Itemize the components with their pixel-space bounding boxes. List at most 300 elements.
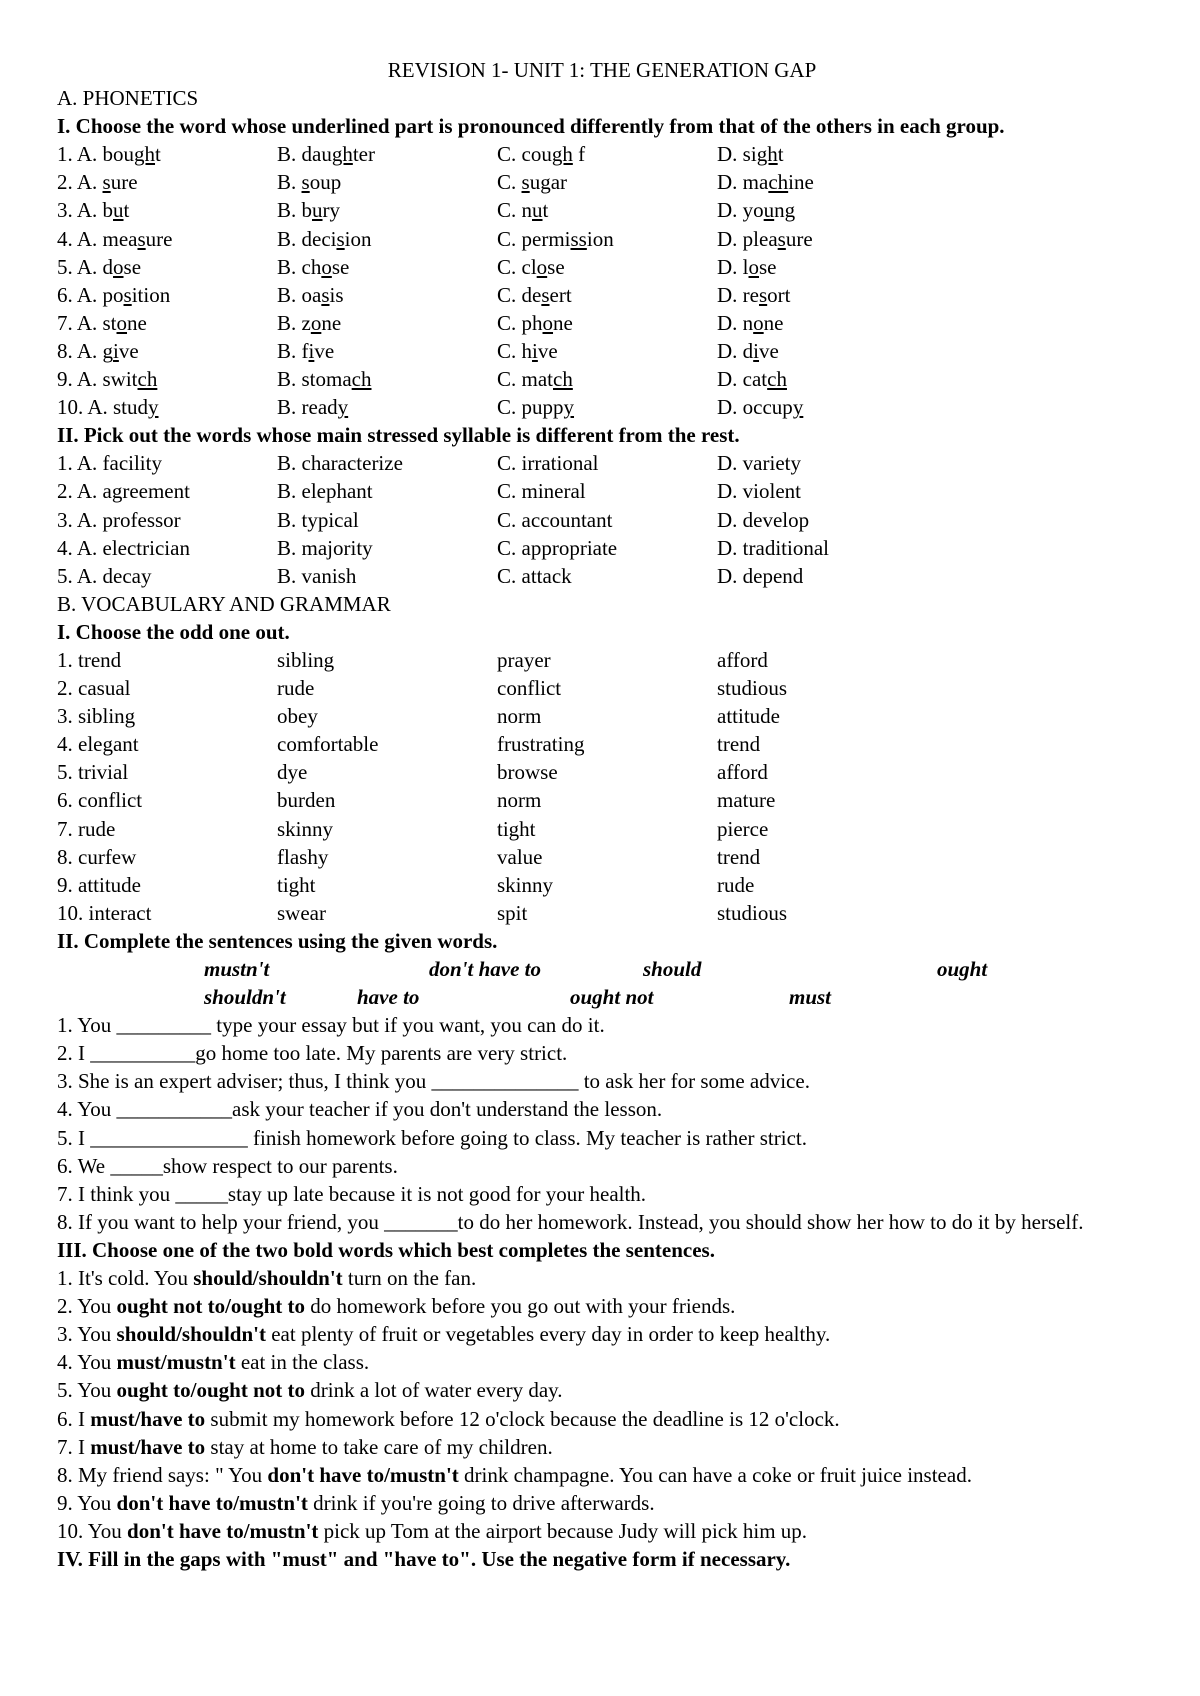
sentence-text: 4. You [57,1350,117,1375]
bold-choice: must/have to [90,1406,206,1431]
option-text: C. mat [497,367,553,392]
option-text: ure [110,170,138,195]
option-cell: D. variety [717,451,801,476]
underlined-sound: s [758,282,768,307]
option-cell: tight [497,816,536,841]
odd-one-out-row [57,843,1147,871]
sentence-text: drink champagne. You can have a coke or fruit juice instead. [458,1462,972,1487]
section-b-part2-instruction: II. Complete the sentences using the given words. [57,928,498,953]
option-cell [57,365,157,393]
pronunciation-row [57,253,1147,281]
option-text: 10. A. stud [57,395,149,420]
option-cell: frustrating [497,732,585,757]
option-text: 8. A. g [57,338,114,363]
option-cell: D. traditional [717,535,829,560]
option-text: B. [277,170,302,195]
stress-row [57,449,1147,477]
underlined-sound: i [753,338,760,363]
sentence-item [57,1376,1147,1404]
sentence-item [57,1433,1147,1461]
option-cell: attitude [717,704,780,729]
sentence-text: 5. You [57,1378,117,1403]
option-cell [277,337,334,365]
underlined-sound: o [748,254,759,279]
pronunciation-row [57,281,1147,309]
underlined-sound: s [137,226,146,251]
bold-choice-sentences-list [57,1264,1147,1545]
sentence-item: 6. We _____show respect to our parents. [57,1153,398,1178]
option-cell: trend [717,844,761,869]
underlined-sound: y [792,395,804,420]
option-cell [497,393,574,421]
odd-one-out-row [57,702,1147,730]
section-b-part4-instruction: IV. Fill in the gaps with "must" and "have to". Use the negative form if necessary. [57,1546,791,1571]
option-text: ugar [529,170,568,195]
option-text: ure [145,226,173,251]
phonetics-pronunciation-list [57,140,1147,421]
option-text: C. permi [497,226,571,251]
sentence-item: 8. If you want to help your friend, you _______to do her homework. Instead, you should show her how to do it by herself. [57,1209,1084,1234]
section-a-heading: A. PHONETICS [57,86,199,111]
option-cell [717,281,791,309]
sentence-item: 2. I __________go home too late. My parents are very strict. [57,1041,568,1066]
underlined-sound: s [321,282,330,307]
option-cell: sibling [277,647,335,672]
option-cell [277,140,375,168]
option-cell: 6. conflict [57,788,143,813]
option-text: C. ph [497,310,543,335]
option-text: t [777,142,784,167]
underlined-sound: s [777,226,786,251]
option-text: D. ma [717,170,769,195]
option-text: D. cat [717,367,768,392]
stress-row [57,534,1147,562]
bold-choice: don't have to/mustn't [116,1490,308,1515]
option-cell [277,168,341,196]
option-cell [277,196,340,224]
option-cell [57,281,170,309]
underlined-sound: o [753,310,764,335]
option-cell: 8. curfew [57,844,137,869]
option-cell: norm [497,788,542,813]
option-cell [717,309,784,337]
pronunciation-row [57,225,1147,253]
option-text: D. plea [717,226,778,251]
option-cell [717,365,787,393]
option-text: ure [785,226,813,251]
option-text: ort [767,282,791,307]
option-text: 1. A. bou [57,142,135,167]
option-cell: comfortable [277,732,379,757]
option-text: B. dau [277,142,332,167]
option-cell: B. vanish [277,563,357,588]
odd-one-out-row [57,674,1147,702]
option-text: t [542,198,549,223]
option-text: B. z [277,310,311,335]
sentence-text: turn on the fan. [342,1266,477,1291]
underlined-sound: ch [553,367,573,392]
pronunciation-row [57,168,1147,196]
option-cell [717,168,814,196]
underlined-sound: i [532,338,538,363]
option-cell: 2. A. agreement [57,479,190,504]
odd-one-out-row [57,899,1147,927]
option-text: D. n [717,310,754,335]
option-cell [57,393,159,421]
word-bank-item: ought not [570,985,654,1010]
option-text: t [155,142,161,167]
section-b-part1-instruction: I. Choose the odd one out. [57,619,290,644]
option-cell: flashy [277,844,329,869]
odd-one-out-row [57,758,1147,786]
option-cell: D. violent [717,479,801,504]
option-cell [497,253,565,281]
bold-choice: don't have to/mustn't [127,1518,319,1543]
option-text: C. n [497,198,533,223]
underlined-sound: y [563,395,575,420]
option-text: D. occup [717,395,793,420]
sentence-text: eat in the class. [235,1350,370,1375]
stress-row [57,506,1147,534]
sentence-text: 9. You [57,1490,117,1515]
option-cell: prayer [497,647,551,672]
option-cell [277,309,341,337]
option-cell: C. irrational [497,451,599,476]
option-text: se [123,254,142,279]
underlined-sound: s [541,282,550,307]
option-text: 9. A. swit [57,367,138,392]
option-text: 2. A. [57,170,103,195]
option-cell: C. attack [497,563,572,588]
sentence-text: 8. My friend says: " You [57,1462,268,1487]
underlined-sound: s [336,226,345,251]
option-cell [57,309,147,337]
word-bank-item: must [789,985,832,1010]
option-cell [277,393,348,421]
option-cell [717,140,784,168]
section-a-part2-instruction: II. Pick out the words whose main stressed syllable is different from the rest. [57,423,740,448]
sentence-item: 5. I _______________ finish homework before going to class. My teacher is rather strict. [57,1125,808,1150]
option-text: B. stoma [277,367,352,392]
sentence-text: do homework before you go out with your friends. [305,1294,736,1319]
pronunciation-row [57,365,1147,393]
option-cell: dye [277,760,308,785]
option-text: D. re [717,282,759,307]
option-cell: 3. sibling [57,704,136,729]
sentence-item [57,1489,1147,1517]
pronunciation-row [57,196,1147,224]
option-text: C. cou [497,142,552,167]
option-cell: spit [497,900,528,925]
option-text: D. d [717,338,754,363]
option-text: ve [314,338,335,363]
sentence-item: 4. You ___________ask your teacher if you don't understand the lesson. [57,1097,663,1122]
odd-one-out-row [57,871,1147,899]
option-cell [717,393,803,421]
underlined-sound: o [310,310,322,335]
sentence-item [57,1292,1147,1320]
underlined-sound: s [301,170,310,195]
option-cell: afford [717,760,768,785]
option-text: C. pupp [497,395,564,420]
underlined-sound: ss [570,226,587,251]
underlined-sound: s [102,170,111,195]
underlined-sound: y [337,395,349,420]
option-text: ion [344,226,372,251]
option-cell: rude [717,872,755,897]
option-cell: afford [717,647,768,672]
option-cell: studious [717,676,788,701]
word-bank-row-2 [57,983,1147,1011]
underlined-sound: i [113,338,119,363]
sentence-text: 7. I [57,1434,91,1459]
option-text: ve [537,338,558,363]
option-cell [57,225,173,253]
option-cell: 1. trend [57,647,122,672]
option-text: C. h [497,338,533,363]
option-cell: skinny [277,816,334,841]
sentence-item: 7. I think you _____stay up late because it is not good for your health. [57,1181,647,1206]
bold-choice: don't have to/mustn't [267,1462,459,1487]
underlined-sound: i [308,338,315,363]
sentence-text: 2. You [57,1294,117,1319]
sentence-text: stay at home to take care of my children. [205,1434,553,1459]
option-text: 5. A. d [57,254,114,279]
option-text: ve [118,338,139,363]
stress-row [57,562,1147,590]
sentence-item [57,1461,1147,1489]
sentence-item: 1. You _________ type your essay but if you want, you can do it. [57,1013,605,1038]
option-cell [57,253,141,281]
word-bank-item: shouldn't [204,985,286,1010]
sentence-text: 1. It's cold. You [57,1266,194,1291]
underlined-sound: gh [134,142,156,167]
sentence-text: eat plenty of fruit or vegetables every day in order to keep healthy. [265,1322,831,1347]
option-cell: 2. casual [57,676,131,701]
underlined-sound: o [113,254,124,279]
odd-one-out-row [57,786,1147,814]
option-text: C. cl [497,254,537,279]
option-text: ion [586,226,614,251]
sentence-text: pick up Tom at the airport because Judy will pick him up. [318,1518,808,1543]
option-cell: browse [497,760,558,785]
word-bank-row-1 [57,955,1147,983]
option-cell: skinny [497,872,554,897]
option-text: ve [759,338,779,363]
bold-choice: ought to/ought not to [116,1378,305,1403]
option-cell: norm [497,704,542,729]
bold-choice: must/have to [90,1434,206,1459]
bold-choice: should/shouldn't [116,1322,266,1347]
word-bank-item: mustn't [204,957,270,981]
option-cell [57,196,129,224]
option-text: C. de [497,282,542,307]
option-cell: pierce [717,816,769,841]
underlined-sound: y [148,395,159,420]
option-cell [57,337,139,365]
section-b-heading: B. VOCABULARY AND GRAMMAR [57,591,391,616]
option-text: ng [774,198,796,223]
option-cell: 5. trivial [57,760,129,785]
option-cell: trend [717,732,761,757]
option-cell [717,253,777,281]
option-cell: obey [277,704,318,729]
option-cell [717,337,779,365]
option-cell: D. depend [717,563,804,588]
phonetics-stress-list [57,449,1147,589]
sentence-item [57,1320,1147,1348]
option-cell: B. majority [277,535,373,560]
option-cell: 5. A. decay [57,563,152,588]
option-cell: B. characterize [277,451,403,476]
option-cell: 7. rude [57,816,116,841]
sentence-text: drink if you're going to drive afterwards. [307,1490,655,1515]
option-cell [497,140,585,168]
sentence-item [57,1348,1147,1376]
bold-choice: ought not to/ought to [116,1294,305,1319]
option-cell [497,225,614,253]
sentence-text: submit my homework before 12 o'clock because the deadline is 12 o'clock. [205,1406,840,1431]
modal-sentences-list [57,1011,1147,1236]
underlined-sound: gh [756,142,778,167]
sentence-text: 3. You [57,1322,117,1347]
pronunciation-row [57,140,1147,168]
option-cell [497,365,573,393]
section-b-part3-instruction: III. Choose one of the two bold words which best completes the sentences. [57,1237,715,1262]
sentence-item [57,1264,1147,1292]
option-cell [717,196,795,224]
underlined-sound: ch [768,170,789,195]
option-text: D. l [717,254,749,279]
option-text: ine [788,170,814,195]
option-cell: B. typical [277,507,359,532]
option-text: ry [322,198,341,223]
option-text: 4. A. mea [57,226,138,251]
option-cell: tight [277,872,316,897]
option-text: ne [127,310,147,335]
option-cell: 4. elegant [57,732,139,757]
option-cell [277,365,372,393]
underlined-sound: gh [331,142,353,167]
option-text: 7. A. st [57,310,117,335]
option-text: ert [549,282,572,307]
option-text: B. read [277,395,338,420]
underlined-sound: ch [137,367,158,392]
option-cell: conflict [497,676,562,701]
option-cell: C. mineral [497,479,586,504]
option-cell [277,253,349,281]
page-title: REVISION 1- UNIT 1: THE GENERATION GAP [387,58,817,82]
option-text: ne [321,310,342,335]
option-text: ne [553,310,573,335]
underlined-sound: u [113,198,124,223]
option-cell: D. develop [717,507,810,532]
underlined-sound: o [536,254,548,279]
option-text: ne [763,310,784,335]
option-text: se [547,254,565,279]
underlined-sound: u [312,198,323,223]
option-text: D. yo [717,198,764,223]
sentence-text: 6. I [57,1406,91,1431]
pronunciation-row [57,309,1147,337]
option-cell: burden [277,788,336,813]
option-cell: B. elephant [277,479,373,504]
option-cell: 4. A. electrician [57,535,190,560]
underlined-sound: o [116,310,128,335]
option-cell: studious [717,900,788,925]
option-text: se [759,254,777,279]
option-text: B. b [277,198,313,223]
option-text: t [123,198,130,223]
option-text: 3. A. b [57,198,114,223]
option-text: f [572,142,586,167]
odd-one-out-row [57,730,1147,758]
option-cell [717,225,813,253]
option-text: ter [352,142,375,167]
option-cell: C. accountant [497,507,613,532]
option-cell: 3. A. professor [57,507,181,532]
word-bank-item: have to [357,985,420,1010]
word-bank-item: ought [937,957,988,981]
option-cell [57,168,138,196]
option-cell [57,140,161,168]
odd-one-out-row [57,646,1147,674]
option-text: B. oa [277,282,322,307]
option-text: se [331,254,350,279]
odd-one-out-list [57,646,1147,927]
bold-choice: must/mustn't [116,1350,236,1375]
odd-one-out-row [57,815,1147,843]
option-cell: C. appropriate [497,535,618,560]
option-cell: 10. interact [57,900,152,925]
option-cell: rude [277,676,315,701]
pronunciation-row [57,393,1147,421]
option-cell: 9. attitude [57,872,141,897]
sentence-item: 3. She is an expert adviser; thus, I think you ______________ to ask her for some advice. [57,1069,810,1094]
option-text: ition [131,282,171,307]
option-cell: mature [717,788,776,813]
underlined-sound: u [763,198,775,223]
underlined-sound: s [521,170,530,195]
option-text: B. deci [277,226,337,251]
underlined-sound: o [321,254,332,279]
option-cell: swear [277,900,326,925]
section-a-part1-instruction: I. Choose the word whose underlined part is pronounced differently from that of the others in each group. [57,114,1005,139]
word-bank-item: should [643,957,702,981]
underlined-sound: ch [767,367,787,392]
option-text: oup [309,170,342,195]
option-text: 6. A. po [57,282,124,307]
pronunciation-row [57,337,1147,365]
option-cell: value [497,844,543,869]
sentence-item [57,1517,1147,1545]
underlined-sound: o [542,310,554,335]
stress-row [57,477,1147,505]
underlined-sound: u [532,198,543,223]
underlined-sound: gh [551,142,573,167]
option-text: B. ch [277,254,322,279]
option-cell [277,281,344,309]
option-text: C. [497,170,522,195]
word-bank-item: don't have to [429,957,542,981]
option-text: D. si [717,142,757,167]
underlined-sound: s [123,282,132,307]
option-cell [497,309,573,337]
option-text: is [329,282,344,307]
underlined-sound: ch [351,367,372,392]
option-cell: 1. A. facility [57,451,162,476]
sentence-item [57,1405,1147,1433]
